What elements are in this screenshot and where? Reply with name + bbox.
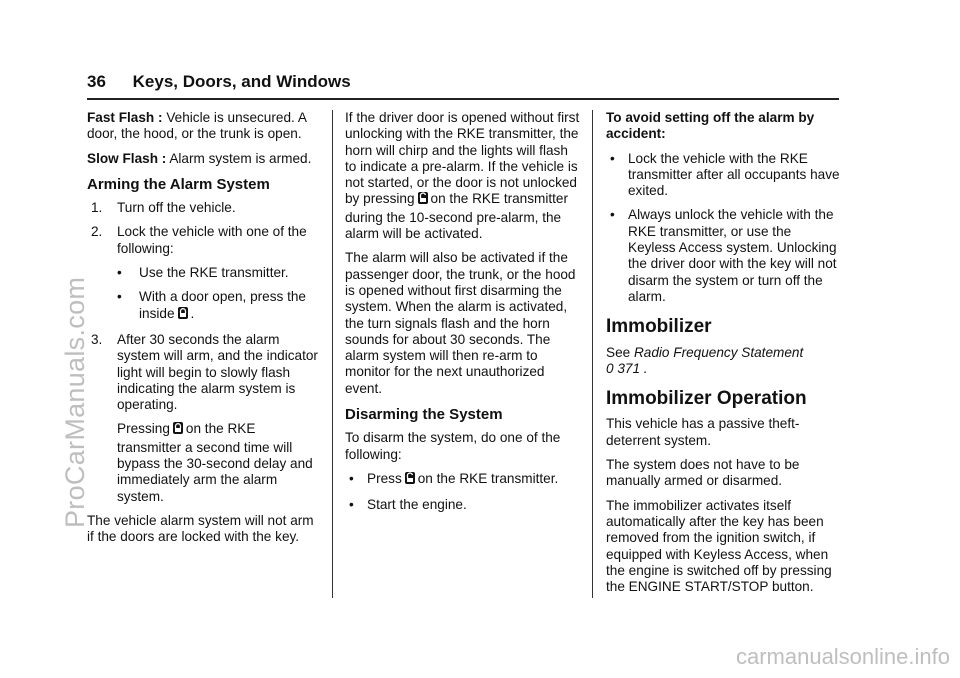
step-1 [87,200,323,216]
disarm-heading: Disarming the System [345,406,503,424]
bottom-watermark: carmanualsonline.info [735,644,950,669]
step-2-text: Lock the vehicle with one of the following: [117,224,307,256]
step-3-cont-a: Pressing [117,421,170,437]
fast-flash-paragraph [87,110,323,143]
disarm-intro: To disarm the system, do one of the following: [345,430,561,462]
option-2-text-b: . [190,305,195,321]
step-3-cont-b: on the RKE transmitter a second time will bypass the 30-second delay and immediately arm the alarm system. [117,421,313,504]
bullet: • [117,265,122,281]
step-2-option-2 [87,289,323,324]
operation-paragraph-3: The immobilizer activates itself automatically after the key has been removed from the ignition switch, if equipped with Keyless Access, when the engine is switched off by pressing the ENGINE START/STOP button. [606,497,832,595]
bullet: • [117,289,122,305]
step-2 [87,224,323,257]
step-1-number: 1. [91,200,103,216]
avoid-tip-1-text: Lock the vehicle with the RKE transmitter after all occupants have exited. [628,150,840,199]
bullet: • [349,497,354,513]
step-2-option-1 [87,265,323,281]
arming-heading: Arming the Alarm System [87,175,270,193]
avoid-heading: To avoid setting off the alarm by accident: [606,110,815,142]
slow-flash-paragraph [87,151,323,167]
disarm-option-2 [345,497,581,513]
slow-flash-label: Slow Flash : [87,150,167,166]
reference-link[interactable]: Radio Frequency Statement [633,344,804,360]
reference-page: 0 371 . [606,360,648,376]
disarm-option-1-b: on the RKE transmitter. [417,470,559,486]
column-divider-2 [592,110,593,598]
unlock-icon [404,471,416,489]
column-3 [606,110,842,603]
column-2 [345,110,581,522]
bullet: • [610,207,615,223]
slow-flash-text: Alarm system is armed. [166,150,312,166]
immobilizer-operation-heading: Immobilizer Operation [606,388,807,410]
step-1-text: Turn off the vehicle. [117,200,236,216]
fast-flash-label: Fast Flash : [87,110,163,125]
step-3-number: 3. [91,331,103,347]
see-word: See [606,344,634,360]
immobilizer-heading: Immobilizer [606,316,712,338]
disarm-option-1-a: Press [367,470,402,486]
pre-alarm-paragraph [345,110,581,242]
lock-icon [172,421,184,439]
header-rule [87,98,839,100]
step-3 [87,332,323,413]
lock-icon [177,306,189,324]
step-2-number: 2. [91,224,103,240]
fast-flash-text: Vehicle is unsecured. A door, the hood, or the trunk is open. [87,110,307,142]
operation-paragraph-1: This vehicle has a passive theft-deterrent system. [606,416,800,448]
pre-alarm-text-b: on the RKE transmitter during the 10-second pre-alarm, the alarm will be activated. [345,191,569,242]
option-1-text: Use the RKE transmitter. [139,265,289,281]
unlock-icon [417,191,429,209]
avoid-tip-2 [606,207,842,305]
disarm-option-1 [345,471,581,489]
bullet: • [610,150,615,166]
side-watermark: ProCarManuals.com [60,276,90,528]
avoid-tip-1 [606,151,842,200]
column-divider-1 [332,110,333,598]
column-1 [87,110,323,554]
bullet: • [349,470,354,486]
step-3-text: After 30 seconds the alarm system will arm, and the indicator light will begin to slowly flash indicating the alarm system is operating. [117,331,318,413]
activation-paragraph: The alarm will also be activated if the passenger door, the trunk, or the hood is opened without first disarming the system. When the alarm is activated, the turn signals flash and the horn sounds for about 30 seconds. The alarm system will then re-arm to monitor for the next unauthorized event. [345,250,576,396]
option-2-text-a: With a door open, press the inside [139,289,306,321]
section-title: Keys, Doors, and Windows [132,72,351,91]
step-3-continued [87,421,323,504]
pre-alarm-text-a: If the driver door is opened without first unlocking with the RKE transmitter, the horn will chirp and the lights will flash to indicate a pre-alarm. If the vehicle is not started, or the door is not unlocked by pressing [345,110,580,207]
operation-paragraph-2: The system does not have to be manually armed or disarmed. [606,457,800,489]
disarm-option-2-text: Start the engine. [367,497,467,513]
avoid-tip-2-text: Always unlock the vehicle with the RKE transmitter, or use the Keyless Access system. Unlocking the driver door with the key will not disarm the system or turn off the alarm. [628,207,837,304]
page-number: 36 [87,72,106,91]
page-header [87,72,351,92]
closing-paragraph: The vehicle alarm system will not arm if the doors are locked with the key. [87,512,314,545]
see-reference [606,345,842,378]
